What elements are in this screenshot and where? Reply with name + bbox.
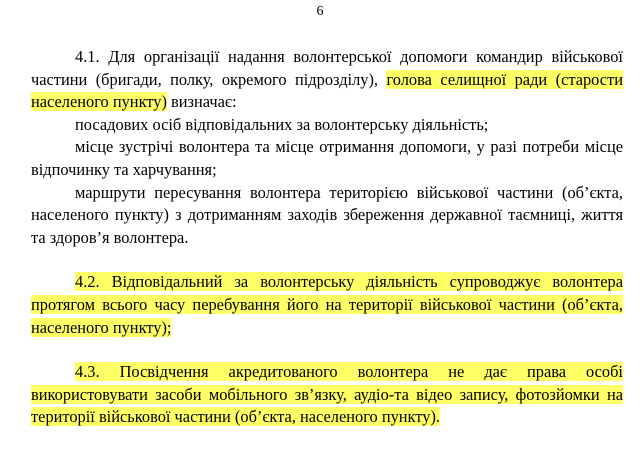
document-body [31, 46, 623, 429]
section-4-1-item-2: місце зустрічі волонтера та місце отримання допомоги, у разі потреби місце відпочинку та харчування; [31, 137, 623, 179]
section-4-1-intro-ending: визначає: [166, 92, 237, 112]
section-4-1-intro-text: 4.1. Для організації надання волонтерської допомоги командир військової частини (бригади, полку, окремого підрозділу), [31, 47, 623, 89]
section-4-2-text: 4.2. Відповідальний за волонтерську діяльність супроводжує волонтера протягом всього часу перебування його на території військової частини (об’єкта, населеного пункту); [31, 272, 623, 337]
highlighted-phrase: голова селищної ради (старости населеного пункту) [31, 69, 623, 112]
section-4-3 [31, 361, 623, 429]
section-4-1-item-3: маршрути пересування волонтера територією військової частини (об’єкта, населеного пункту) з дотриманням заходів збереження державної таємниці, життя та здоров’я волонтера. [31, 182, 623, 247]
page-number: 6 [316, 4, 324, 19]
section-4-2 [31, 271, 623, 339]
section-4-1-item-1: посадових осіб відповідальних за волонтерську діяльність; [75, 114, 489, 134]
section-4-1-intro [31, 46, 623, 114]
section-4-3-text: 4.3. Посвідчення акредитованого волонтера не дає права особі використовувати засоби мобільного зв’язку, аудіо-та відео запису, фотозйомки на території військової частини (об’єкта, населеного пункту). [31, 362, 623, 427]
